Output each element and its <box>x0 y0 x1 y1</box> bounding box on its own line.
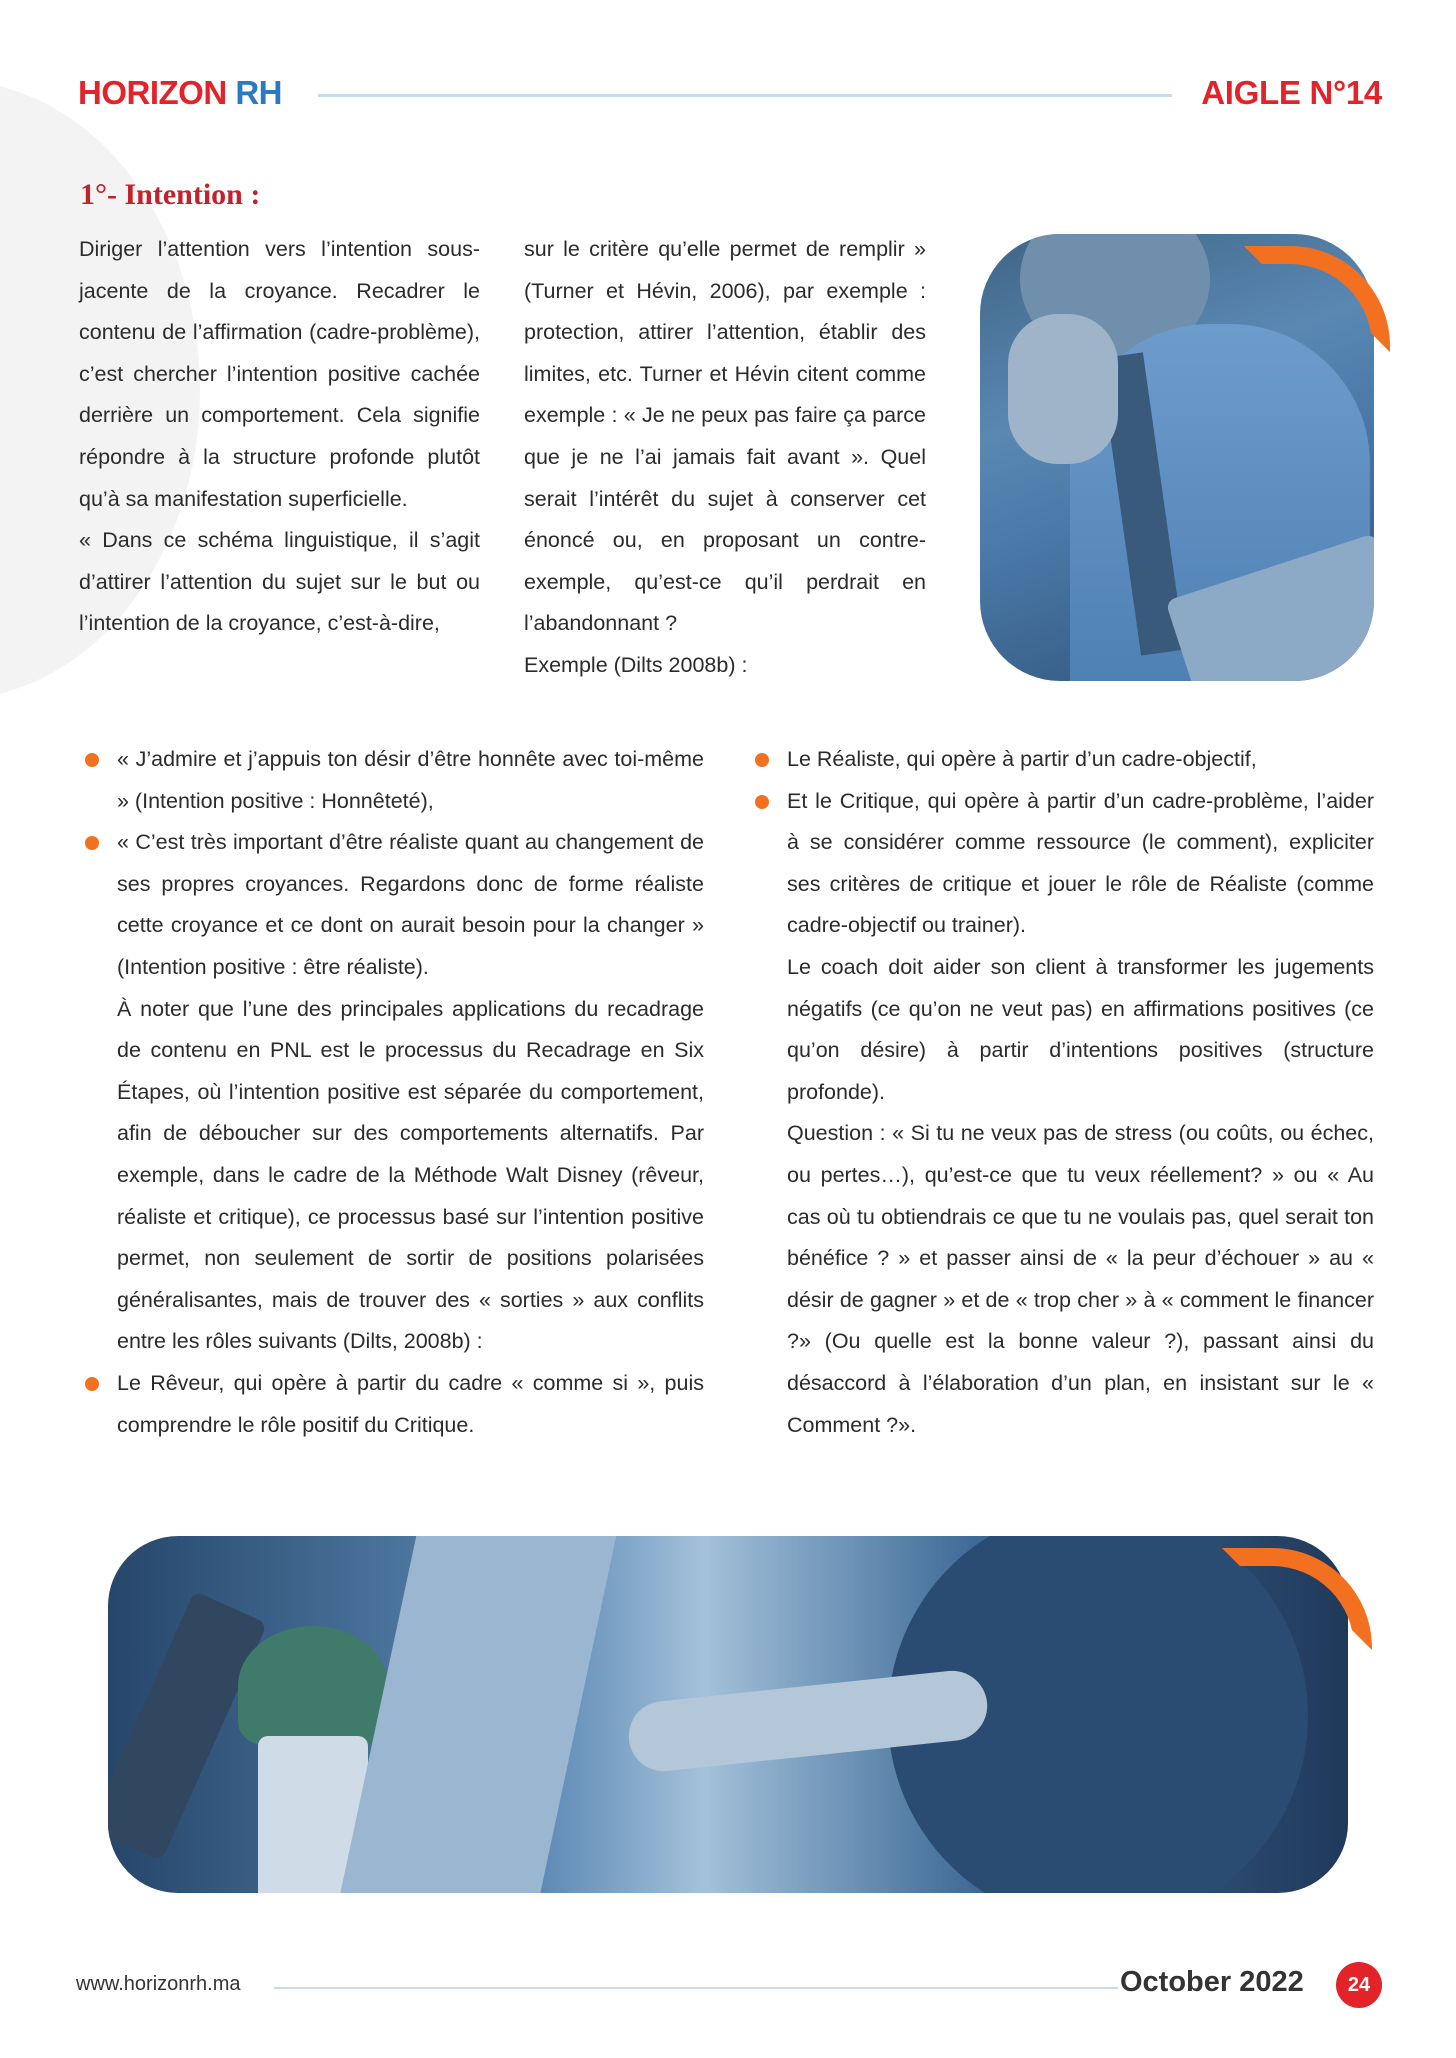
list-item <box>80 739 704 822</box>
body-paragraph: Question : « Si tu ne veux pas de stress (ou coûts, ou échec, ou pertes…), qu’est-ce que tu veux réellement? » ou « Au cas où tu obtiendrais ce que tu ne voulais pas, quel serait ton bénéfice ? » et passer ainsi de « la peur d’échouer » au « désir de gagner » et de « trop cher » à « comment le financer ?» (Ou quelle est la bonne valeur ?), passant ainsi du désaccord à l’élaboration d’un plan, en insistant sur le « Comment ?». <box>787 1121 1374 1437</box>
page-header <box>78 70 1382 120</box>
brand-name: HORIZON <box>78 74 227 111</box>
intro-column-2 <box>524 229 926 687</box>
photo-plant-leaves-shape <box>238 1626 388 1746</box>
bullet-dot-icon <box>85 836 99 850</box>
brand-logo[interactable] <box>78 74 282 112</box>
list-right-column <box>750 739 1374 1446</box>
body-paragraph: Le coach doit aider son client à transformer les jugements négatifs (ce qu’on ne veut pas) en affirmations positives (ce qu’on désire) à partir d’intentions positives (structure profonde). <box>787 954 1374 1104</box>
intro-paragraph: Exemple (Dilts 2008b) : <box>524 652 748 677</box>
footer-divider <box>274 1987 1118 1989</box>
section-title: 1°- Intention : <box>80 178 261 211</box>
list-item-text: « J’admire et j’appuis ton désir d’être honnête avec toi-même » (Intention positive : Honnêteté), <box>117 747 704 813</box>
header-divider <box>318 94 1172 97</box>
brand-suffix: RH <box>235 74 283 111</box>
photo-monitor-shape <box>338 1536 619 1893</box>
list-item <box>80 1363 704 1446</box>
orange-accent-arc <box>1222 1548 1372 1650</box>
list-left-column <box>80 739 704 1446</box>
photo-hand-shape <box>1008 314 1118 464</box>
body-paragraph: À noter que l’une des principales applications du recadrage de contenu en PNL est le processus du Recadrage en Six Étapes, où l’intention positive est séparée du comportement, afin de déboucher sur des comportements alternatifs. Par exemple, dans le cadre de la Méthode Walt Disney (rêveur, réaliste et critique), ce processus basé sur l’intention positive permet, non seulement de sortir de positions polarisées généralisantes, mais de trouver des « sorties » aux conflits entre les rôles suivants (Dilts, 2008b) : <box>117 996 704 1354</box>
page-number-badge: 24 <box>1336 1962 1382 2008</box>
list-item-text: « C’est très important d’être réaliste quant au changement de ses propres croyances. Regardons donc de forme réaliste cette croyance et ce dont on aurait besoin pour la changer » (Intention positive : être réaliste). <box>117 830 704 979</box>
issue-number: AIGLE N°14 <box>1201 74 1382 111</box>
intro-column-1 <box>79 229 480 645</box>
list-item-text: Le Réaliste, qui opère à partir d’un cadre-objectif, <box>787 747 1257 771</box>
intro-paragraph: Diriger l’attention vers l’intention sous-jacente de la croyance. Recadrer le contenu de l’affirmation (cadre-problème), c’est chercher l’intention positive cachée derrière un comportement. Cela signifie répondre à la structure profonde plutôt qu’à sa manifestation superficielle. <box>79 237 480 511</box>
bullet-dot-icon <box>755 753 769 767</box>
bullet-dot-icon <box>755 795 769 809</box>
bullet-dot-icon <box>85 1377 99 1391</box>
orange-accent-arc <box>1244 246 1390 352</box>
footer-date: October 2022 <box>1120 1966 1304 1998</box>
footer-website-link[interactable]: www.horizonrh.ma <box>76 1973 241 1995</box>
intro-paragraph: sur le critère qu’elle permet de remplir » (Turner et Hévin, 2006), par exemple : protection, attirer l’attention, établir des limites, etc. Turner et Hévin citent comme exemple : « Je ne peux pas faire ça parce que je ne l’ai jamais fait avant ». Quel serait l’intérêt du sujet à conserver cet énoncé ou, en proposant un contre-exemple, qu’est-ce qu’il perdrait en l’abandonnant ? <box>524 237 926 636</box>
list-item <box>750 739 1374 781</box>
list-item <box>750 781 1374 947</box>
intro-paragraph: « Dans ce schéma linguistique, il s’agit d’attirer l’attention du sujet sur le but ou l’intention de la croyance, c’est-à-dire, <box>79 528 480 636</box>
bullet-dot-icon <box>85 753 99 767</box>
team-working-laptop-photo <box>108 1536 1348 1893</box>
list-item-text: Le Rêveur, qui opère à partir du cadre « comme si », puis comprendre le rôle positif du Critique. <box>117 1370 704 1437</box>
list-item <box>80 822 704 988</box>
list-item-text: Et le Critique, qui opère à partir d’un cadre-problème, l’aider à se considérer comme ressource (le comment), expliciter ses critères de critique et jouer le rôle de Réaliste (comme cadre-objectif ou trainer). <box>787 788 1374 938</box>
